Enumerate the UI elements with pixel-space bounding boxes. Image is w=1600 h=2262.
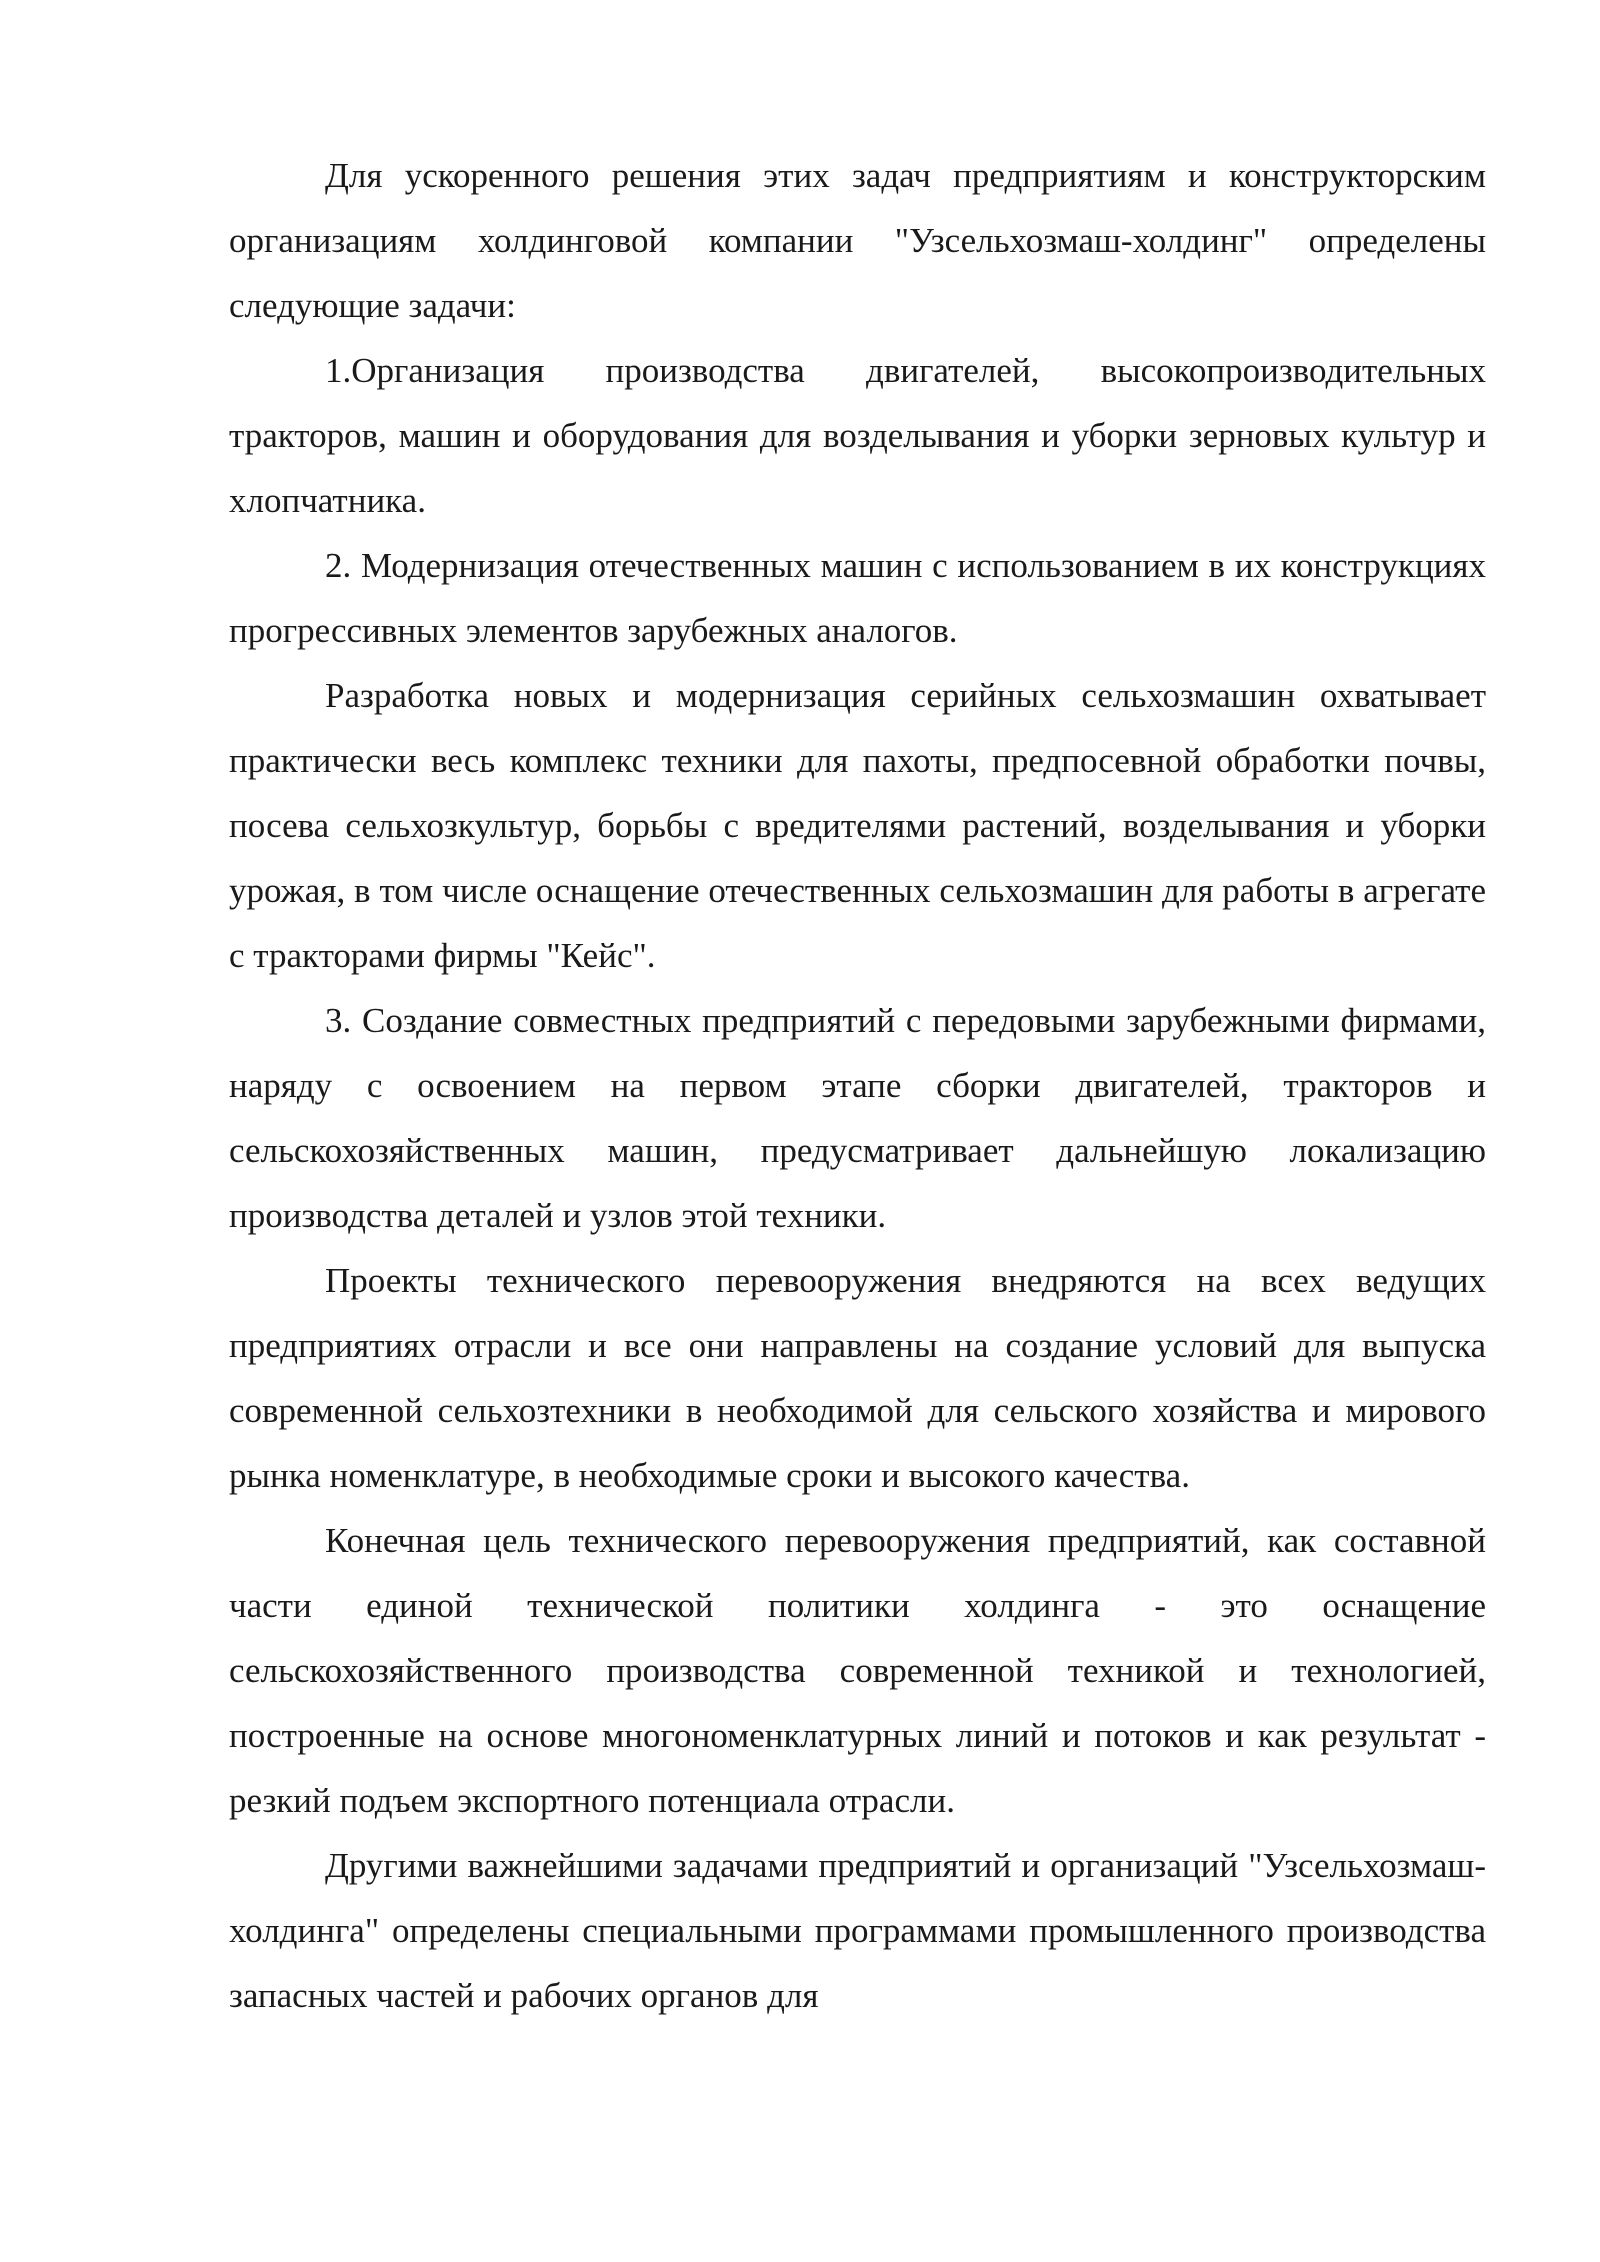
paragraph-projects: Проекты технического перевооружения внедряются на всех ведущих предприятиях отрасли и все они направлены на создание условий для выпуска современной сельхозтехники в необходимой для сельского хозяйства и мирового рынка номенклатуре, в необходимые сроки и высокого качества.: [229, 1261, 1486, 1495]
paragraph-tasks-intro: Для ускоренного решения этих задач предприятиям и конструкторским организациям холдинговой компании "Узсельхозмаш-холдинг" определены следующие задачи:: [229, 156, 1486, 325]
paragraph-task-1: 1.Организация производства двигателей, высокопроизводительных тракторов, машин и оборудования для возделывания и уборки зерновых культур и хлопчатника.: [229, 351, 1486, 520]
paragraph-task-2: 2. Модернизация отечественных машин с использованием в их конструкциях прогрессивных элементов зарубежных аналогов.: [229, 546, 1486, 650]
paragraph-task-3: 3. Создание совместных предприятий с передовыми зарубежными фирмами, наряду с освоением на первом этапе сборки двигателей, тракторов и сельскохозяйственных машин, предусматривает дальнейшую локализацию производства деталей и узлов этой техники.: [229, 1001, 1486, 1235]
paragraph-development: Разработка новых и модернизация серийных сельхозмашин охватывает практически весь комплекс техники для пахоты, предпосевной обработки почвы, посева сельхозкультур, борьбы с вредителями растений, возделывания и уборки урожая, в том числе оснащение отечественных сельхозмашин для работы в агрегате с тракторами фирмы "Кейс".: [229, 676, 1486, 975]
document-body: [229, 143, 1486, 2028]
paragraph-other-tasks: Другими важнейшими задачами предприятий и организаций "Узсельхозмаш-холдинга" определены специальными программами промышленного производства запасных частей и рабочих органов для: [229, 1846, 1486, 2015]
paragraph-final-goal: Конечная цель технического перевооружения предприятий, как составной части единой технической политики холдинга - это оснащение сельскохозяйственного производства современной техникой и технологией, построенные на основе многономенклатурных линий и потоков и как результат - резкий подъем экспортного потенциала отрасли.: [229, 1521, 1486, 1820]
